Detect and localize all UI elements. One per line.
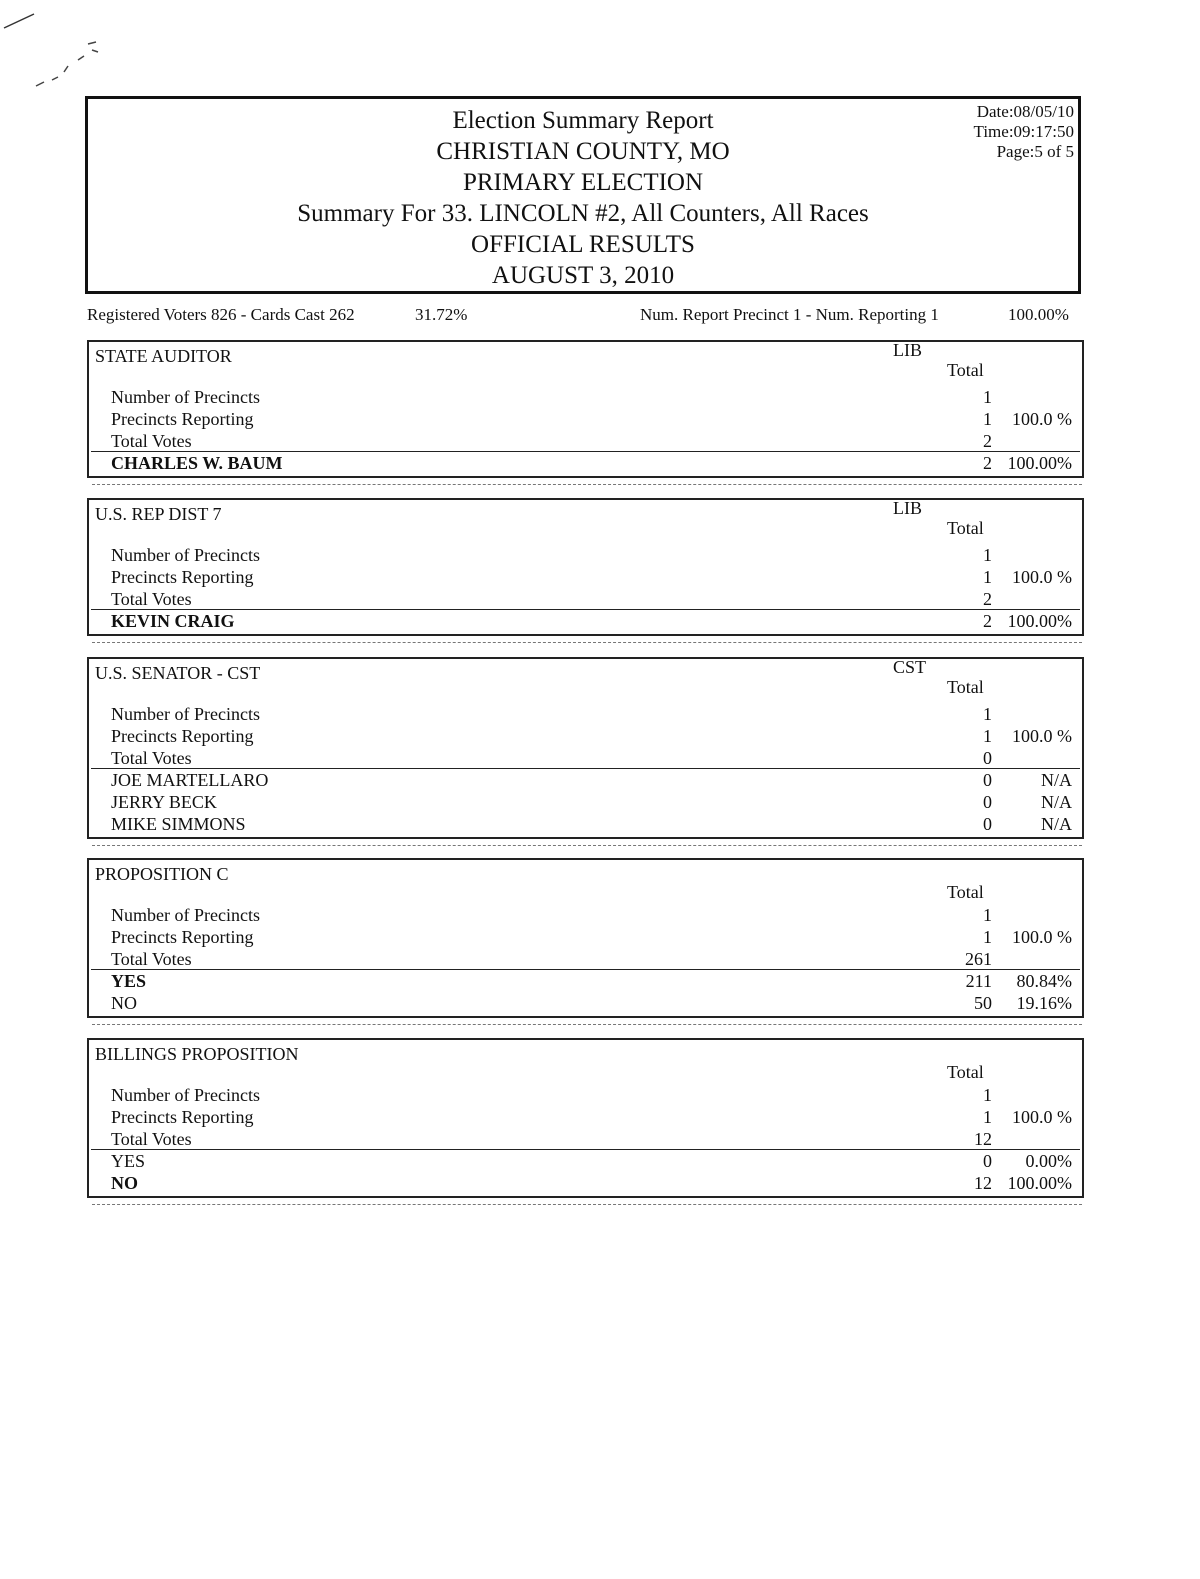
candidate-row <box>89 813 1082 835</box>
row-label: Total Votes <box>111 589 192 609</box>
row-percent: 100.00% <box>1007 611 1072 631</box>
row-label: KEVIN CRAIG <box>111 611 235 631</box>
total-votes-separator <box>91 768 1080 769</box>
precincts-reporting-pct: 100.00% <box>1008 305 1069 324</box>
total-votes-separator <box>91 969 1080 970</box>
row-total: 12 <box>974 1129 992 1149</box>
total-votes-separator <box>91 451 1080 452</box>
report-date: Date:08/05/10 <box>976 102 1074 121</box>
row-label: Total Votes <box>111 1129 192 1149</box>
election-name: PRIMARY ELECTION <box>462 169 704 196</box>
row-percent: 100.00% <box>1007 453 1072 473</box>
registered-voters: Registered Voters 826 - Cards Cast 262 <box>87 305 355 324</box>
stat-row <box>89 386 1082 408</box>
row-label: Precincts Reporting <box>111 409 254 429</box>
row-label: NO <box>111 1173 138 1193</box>
stat-row <box>89 948 1082 970</box>
official-results: OFFICIAL RESULTS <box>471 231 695 258</box>
race-u-s-rep-dist-7 <box>87 498 1084 636</box>
row-total: 1 <box>983 545 992 565</box>
row-total: 1 <box>983 409 992 429</box>
row-total: 1 <box>983 927 992 947</box>
candidate-row <box>89 970 1082 992</box>
candidate-row <box>89 992 1082 1014</box>
row-label: Precincts Reporting <box>111 927 254 947</box>
summary-for: Summary For 33. LINCOLN #2, All Counters, All Races <box>297 200 869 227</box>
registered-voters-pct: 31.72% <box>415 305 468 324</box>
total-column-header: Total <box>947 518 984 538</box>
row-label: Number of Precincts <box>111 905 260 925</box>
row-total: 2 <box>983 589 992 609</box>
row-label: JERRY BECK <box>111 792 217 812</box>
row-label: Total Votes <box>111 748 192 768</box>
race-title: STATE AUDITOR <box>95 346 232 366</box>
row-percent: 100.0 % <box>1012 409 1072 429</box>
row-percent: 100.0 % <box>1012 567 1072 587</box>
row-label: Precincts Reporting <box>111 1107 254 1127</box>
row-total: 0 <box>983 792 992 812</box>
row-percent: 100.00% <box>1007 1173 1072 1193</box>
report-title: Election Summary Report <box>452 107 714 134</box>
stat-row <box>89 588 1082 610</box>
row-percent: N/A <box>1041 792 1072 812</box>
party-label: LIB <box>893 340 922 360</box>
stat-row <box>89 566 1082 588</box>
total-column-header: Total <box>947 882 984 902</box>
row-total: 1 <box>983 1107 992 1127</box>
row-percent: 100.0 % <box>1012 927 1072 947</box>
row-total: 1 <box>983 387 992 407</box>
stat-row <box>89 747 1082 769</box>
race-u-s-senator-cst <box>87 657 1084 839</box>
candidate-row <box>89 610 1082 632</box>
row-label: JOE MARTELLARO <box>111 770 269 790</box>
scan-dash-line <box>92 1204 1082 1205</box>
total-votes-separator <box>91 609 1080 610</box>
row-total: 0 <box>983 1151 992 1171</box>
row-percent: 100.0 % <box>1012 1107 1072 1127</box>
row-label: Number of Precincts <box>111 1085 260 1105</box>
precincts-reporting-summary: Num. Report Precinct 1 - Num. Reporting 1 <box>640 305 939 324</box>
scan-dash-line <box>92 642 1082 643</box>
scan-corner-mark <box>0 0 120 100</box>
row-label: Total Votes <box>111 431 192 451</box>
race-title: U.S. SENATOR - CST <box>95 663 261 683</box>
row-total: 1 <box>983 704 992 724</box>
row-total: 12 <box>974 1173 992 1193</box>
row-total: 2 <box>983 431 992 451</box>
row-total: 0 <box>983 770 992 790</box>
row-percent: N/A <box>1041 814 1072 834</box>
total-column-header: Total <box>947 360 984 380</box>
row-total: 211 <box>965 971 992 991</box>
row-label: MIKE SIMMONS <box>111 814 246 834</box>
row-percent: 0.00% <box>1025 1151 1072 1171</box>
race-billings-proposition <box>87 1038 1084 1198</box>
row-total: 1 <box>983 1085 992 1105</box>
row-label: Number of Precincts <box>111 704 260 724</box>
row-total: 1 <box>983 567 992 587</box>
row-percent: N/A <box>1041 770 1072 790</box>
total-column-header: Total <box>947 1062 984 1082</box>
row-label: YES <box>111 1151 146 1171</box>
race-title: PROPOSITION C <box>95 864 229 884</box>
total-votes-separator <box>91 1149 1080 1150</box>
scan-dash-line <box>92 845 1082 846</box>
stat-row <box>89 725 1082 747</box>
scan-dash-line <box>92 1024 1082 1025</box>
race-state-auditor <box>87 340 1084 478</box>
race-title: BILLINGS PROPOSITION <box>95 1044 299 1064</box>
row-total: 0 <box>983 814 992 834</box>
row-label: Total Votes <box>111 949 192 969</box>
race-proposition-c <box>87 858 1084 1018</box>
candidate-row <box>89 791 1082 813</box>
scan-dash-line <box>92 484 1082 485</box>
stat-row <box>89 1106 1082 1128</box>
stat-row <box>89 1084 1082 1106</box>
total-column-header: Total <box>947 677 984 697</box>
report-page: Page:5 of 5 <box>996 142 1074 161</box>
row-label: Number of Precincts <box>111 545 260 565</box>
stat-row <box>89 1128 1082 1150</box>
stat-row <box>89 430 1082 452</box>
stat-row <box>89 703 1082 725</box>
candidate-row <box>89 1172 1082 1194</box>
candidate-row <box>89 452 1082 474</box>
row-total: 0 <box>983 748 992 768</box>
row-total: 1 <box>983 905 992 925</box>
row-total: 1 <box>983 726 992 746</box>
row-label: Precincts Reporting <box>111 726 254 746</box>
row-label: CHARLES W. BAUM <box>111 453 283 473</box>
row-total: 261 <box>965 949 992 969</box>
row-total: 2 <box>983 611 992 631</box>
stat-row <box>89 544 1082 566</box>
party-label: LIB <box>893 498 922 518</box>
row-percent: 100.0 % <box>1012 726 1072 746</box>
row-percent: 80.84% <box>1016 971 1072 991</box>
county-name: CHRISTIAN COUNTY, MO <box>436 138 730 165</box>
row-label: YES <box>111 971 147 991</box>
row-label: Number of Precincts <box>111 387 260 407</box>
stat-row <box>89 926 1082 948</box>
election-date: AUGUST 3, 2010 <box>491 262 675 289</box>
party-label: CST <box>893 657 927 677</box>
candidate-row <box>89 1150 1082 1172</box>
row-total: 2 <box>983 453 992 473</box>
row-percent: 19.16% <box>1016 993 1072 1013</box>
report-time: Time:09:17:50 <box>973 122 1074 141</box>
candidate-row <box>89 769 1082 791</box>
row-label: Precincts Reporting <box>111 567 254 587</box>
race-title: U.S. REP DIST 7 <box>95 504 222 524</box>
row-label: NO <box>111 993 137 1013</box>
report-header <box>85 96 1081 294</box>
row-total: 50 <box>974 993 992 1013</box>
stat-row <box>89 408 1082 430</box>
stat-row <box>89 904 1082 926</box>
